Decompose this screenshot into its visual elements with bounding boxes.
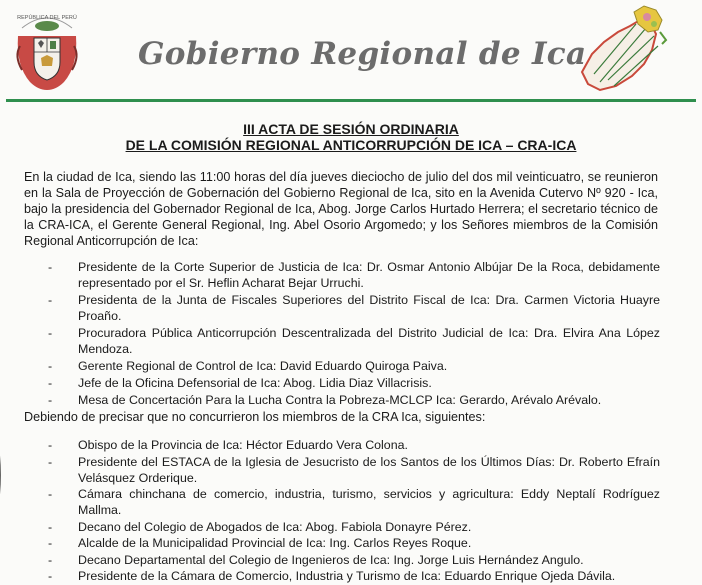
bullet-dash: - <box>48 376 53 390</box>
government-title: Gobierno Regional de Ica <box>138 36 587 72</box>
absent-members-intro: Debiendo de precisar que no concurrieron los miembros de la CRA Ica, siguientes: <box>24 410 486 424</box>
member-entry-text: Gerente Regional de Control de Ica: David Eduardo Quiroga Paiva. <box>78 359 448 373</box>
list-item <box>0 454 702 486</box>
bullet-dash: - <box>48 438 53 452</box>
member-entry-text: Decano Departamental del Colegio de Ingenieros de Ica: Ing. Jorge Luis Hernández Angulo. <box>78 552 584 567</box>
bullet-dash: - <box>48 487 53 501</box>
peru-coat-of-arms-icon <box>12 6 82 92</box>
bullet-dash: - <box>48 536 53 550</box>
list-item <box>0 292 702 324</box>
header-divider <box>6 99 696 102</box>
bullet-dash: - <box>48 359 53 373</box>
member-entry-text: Mesa de Concertación Para la Lucha Contra la Pobreza-MCLCP Ica: Gerardo, Arévalo Arévalo. <box>78 393 602 407</box>
bullet-dash: - <box>48 393 53 407</box>
present-members-list <box>0 259 702 409</box>
list-item <box>0 259 702 291</box>
member-entry-text: Jefe de la Oficina Defensorial de Ica: Abog. Lidia Diaz Villacrisis. <box>78 376 432 390</box>
bullet-dash: - <box>48 326 53 340</box>
list-item <box>0 568 702 584</box>
list-item <box>0 358 702 374</box>
member-entry-text: Obispo de la Provincia de Ica: Héctor Eduardo Vera Colona. <box>78 438 408 452</box>
list-item <box>0 535 702 551</box>
bullet-dash: - <box>48 519 53 534</box>
list-item <box>0 437 702 453</box>
bullet-dash: - <box>48 293 53 307</box>
member-entry-text: Decano del Colegio de Abogados de Ica: Abog. Fabiola Donayre Pérez. <box>78 519 472 534</box>
bullet-dash: - <box>48 569 53 583</box>
letterhead <box>0 0 702 104</box>
member-entry-text: Cámara chinchana de comercio, industria, turismo, servicios y agricultura: Eddy Neptalí Rodríguez Mallma. <box>78 487 660 517</box>
document-subtitle: DE LA COMISIÓN REGIONAL ANTICORRUPCIÓN DE ICA – CRA-ICA <box>125 137 577 153</box>
member-entry-text: Alcalde de la Municipalidad Provincial de Ica: Ing. Carlos Reyes Roque. <box>78 536 472 550</box>
member-entry-text: Presidente del ESTACA de la Iglesia de Jesucristo de los Santos de los Últimos Días: Dr. Roberto Efraín Velásquez Orderique. <box>78 454 660 485</box>
list-item <box>0 552 702 568</box>
bullet-dash: - <box>48 260 53 274</box>
document-title: III ACTA DE SESIÓN ORDINARIA <box>243 121 459 137</box>
list-item <box>0 375 702 391</box>
ica-region-map-icon <box>574 2 674 98</box>
member-entry-text: Presidente de la Cámara de Comercio, Industria y Turismo de Ica: Eduardo Enrique Ojeda Dávila. <box>78 569 616 583</box>
intro-paragraph: En la ciudad de Ica, siendo las 11:00 horas del día jueves dieciocho de julio del dos mil veinticuatro, se reunieron en la Sala de Proyección de Gobernación del Gobierno Regional de Ica, sito en la Avenida Cutervo Nº 920 - Ica, bajo la presidencia del Gobernador Regional de Ica, Abog. Jorge Carlos Hurtado Herrera; el secretario técnico de la CRA-ICA, el Gerente General Regional, Ing. Abel Osorio Argomedo; y los Señores miembros de la Comisión Regional Anticorrupción de Ica: <box>24 170 658 248</box>
member-entry-text: Presidente de la Corte Superior de Justicia de Ica: Dr. Osmar Antonio Albújar De la Roca, debidamente representado por el Sr. Heflin Acharat Bejar Urruchi. <box>78 260 660 290</box>
bullet-dash: - <box>48 552 53 567</box>
member-entry-text: Procuradora Pública Anticorrupción Descentralizada del Distrito Judicial de Ica: Dra. Elvira Ana López Mendoza. <box>78 326 660 356</box>
list-item <box>0 519 702 535</box>
list-item <box>0 392 702 408</box>
member-entry-text: Presidenta de la Junta de Fiscales Superiores del Distrito Fiscal de Ica: Dra. Carmen Victoria Huayre Proaño. <box>78 293 660 323</box>
absent-members-list <box>0 437 702 585</box>
list-item <box>0 486 702 518</box>
list-item <box>0 325 702 357</box>
shield-caption: REPÚBLICA DEL PERÚ <box>17 15 77 21</box>
bullet-dash: - <box>48 454 53 469</box>
margin-bracket-mark <box>0 420 8 530</box>
